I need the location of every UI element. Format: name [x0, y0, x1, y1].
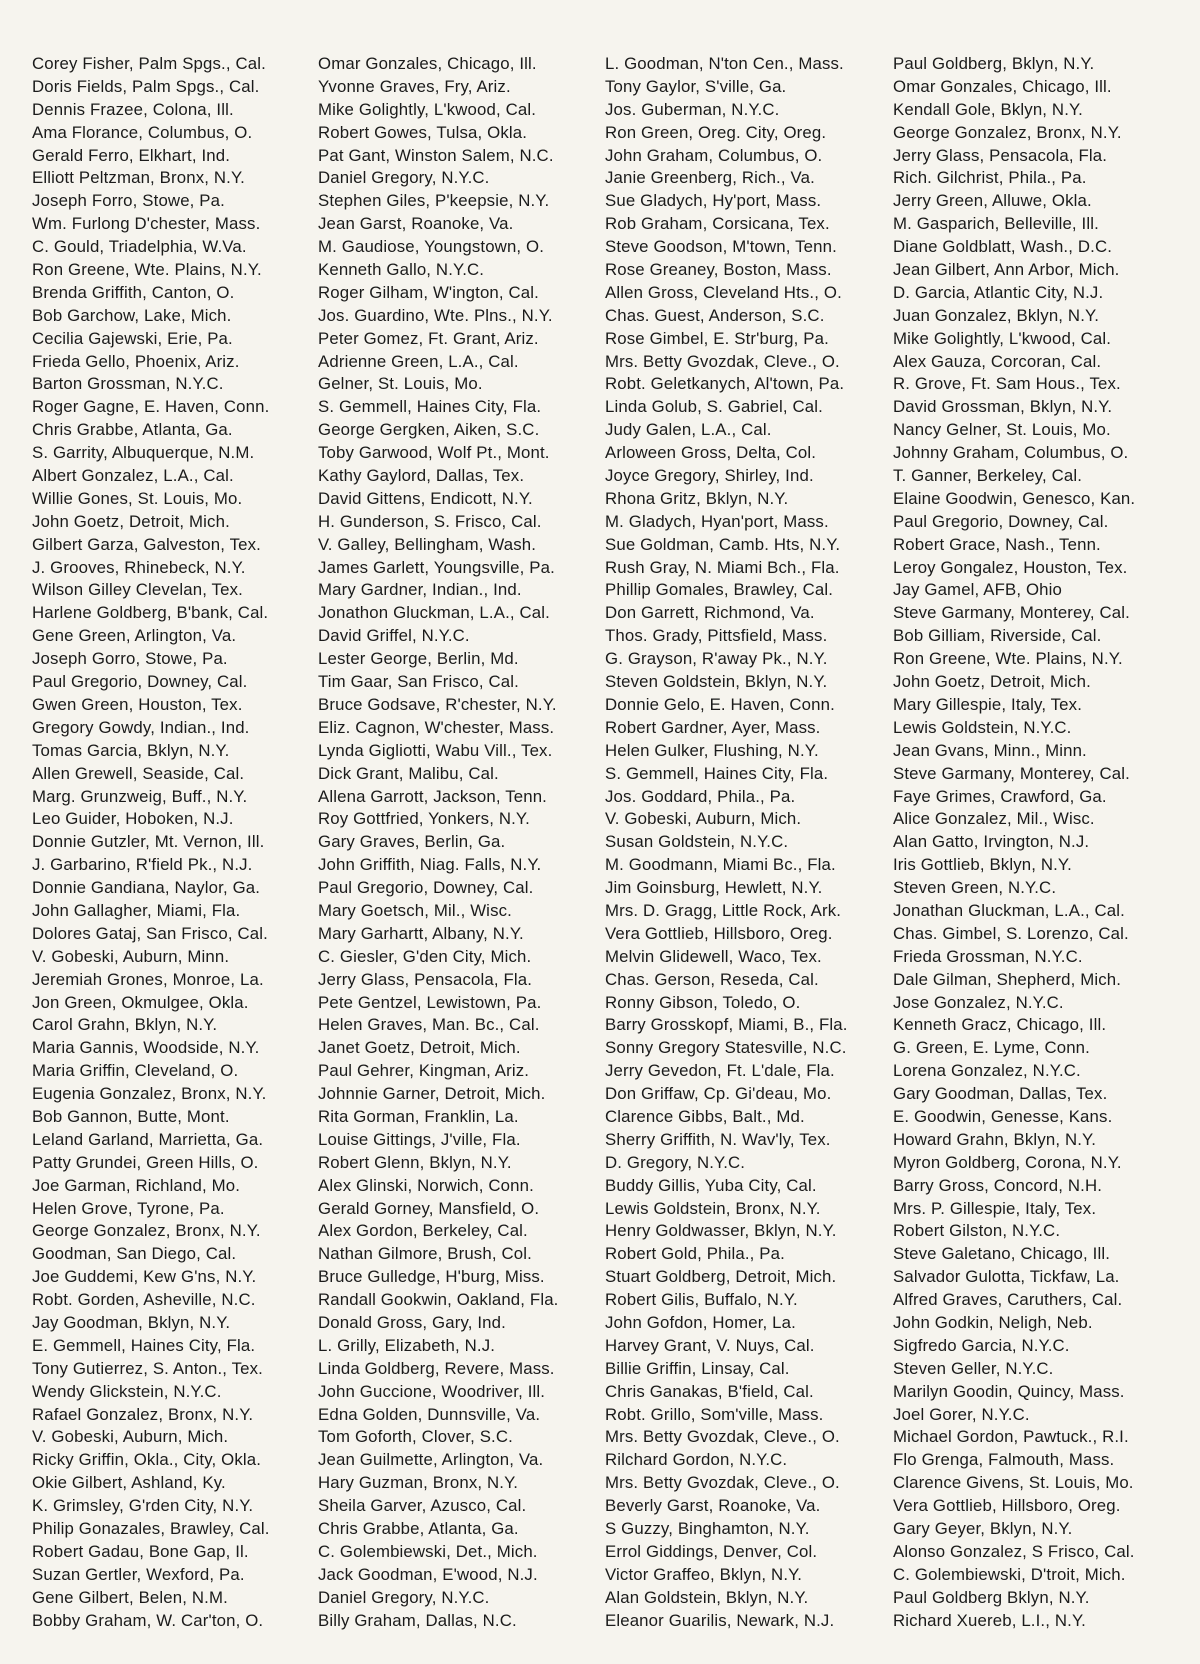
name-column-2 [318, 53, 603, 1632]
name-entry: Robert Gowes, Tulsa, Okla. [318, 122, 528, 142]
name-entry: T. Ganner, Berkeley, Cal. [893, 466, 1083, 486]
name-entry: Helen Graves, Man. Bc., Cal. [318, 1015, 540, 1035]
name-entry: Mrs. D. Gragg, Little Rock, Ark. [605, 900, 842, 920]
name-entry: M. Gladych, Hyan'port, Mass. [605, 511, 829, 531]
name-entry: Patty Grundei, Green Hills, O. [32, 1152, 259, 1172]
name-entry: Paul Goldberg Bklyn, N.Y. [893, 1587, 1090, 1607]
name-entry: Linda Golub, S. Gabriel, Cal. [605, 397, 823, 417]
name-entry: Bruce Godsave, R'chester, N.Y. [318, 694, 557, 714]
name-entry: Diane Goldblatt, Wash., D.C. [893, 237, 1113, 257]
name-entry: Barton Grossman, N.Y.C. [32, 374, 224, 394]
name-entry: Bob Garchow, Lake, Mich. [32, 305, 232, 325]
name-entry: Barry Grosskopf, Miami, B., Fla. [605, 1015, 848, 1035]
name-entry: Joe Garman, Richland, Mo. [32, 1175, 241, 1195]
name-entry: Joe Guddemi, Kew G'ns, N.Y. [32, 1267, 257, 1287]
name-entry: Richard Xuereb, L.I., N.Y. [893, 1610, 1086, 1630]
name-entry: Janet Goetz, Detroit, Mich. [318, 1038, 521, 1058]
name-entry: G. Green, E. Lyme, Conn. [893, 1038, 1090, 1058]
name-entry: Jerry Gevedon, Ft. L'dale, Fla. [605, 1061, 835, 1081]
name-entry: Lynda Gigliotti, Wabu Vill., Tex. [318, 740, 553, 760]
name-entry: Wendy Glickstein, N.Y.C. [32, 1381, 222, 1401]
name-entry: Melvin Glidewell, Waco, Tex. [605, 946, 822, 966]
name-entry: Mrs. Betty Gvozdak, Cleve., O. [605, 351, 840, 371]
name-entry: Ron Green, Oreg. City, Oreg. [605, 122, 827, 142]
name-entry: Joel Gorer, N.Y.C. [893, 1404, 1030, 1424]
name-entry: Frieda Grossman, N.Y.C. [893, 946, 1083, 966]
name-entry: Eliz. Cagnon, W'chester, Mass. [318, 717, 555, 737]
name-entry: Myron Goldberg, Corona, N.Y. [893, 1152, 1122, 1172]
name-entry: Robert Grace, Nash., Tenn. [893, 534, 1101, 554]
name-entry: Jose Gonzalez, N.Y.C. [893, 992, 1064, 1012]
name-entry: Peter Gomez, Ft. Grant, Ariz. [318, 328, 539, 348]
name-entry: Allena Garrott, Jackson, Tenn. [318, 786, 547, 806]
name-entry: Juan Gonzalez, Bklyn, N.Y. [893, 305, 1100, 325]
name-entry: Alonso Gonzalez, S Frisco, Cal. [893, 1541, 1135, 1561]
name-entry: Harlene Goldberg, B'bank, Cal. [32, 603, 269, 623]
name-entry: Corey Fisher, Palm Spgs., Cal. [32, 54, 266, 73]
name-entry: Michael Gordon, Pawtuck., R.I. [893, 1427, 1129, 1447]
name-entry: Jay Goodman, Bklyn, N.Y. [32, 1312, 231, 1332]
name-entry: V. Gobeski, Auburn, Minn. [32, 946, 230, 966]
name-entry: Ronny Gibson, Toledo, O. [605, 992, 801, 1012]
name-entry: Robert Glenn, Bklyn, N.Y. [318, 1152, 512, 1172]
name-entry: Jean Gvans, Minn., Minn. [893, 740, 1087, 760]
name-entry: Judy Galen, L.A., Cal. [605, 420, 772, 440]
name-entry: Roger Gagne, E. Haven, Conn. [32, 397, 270, 417]
name-entry: G. Grayson, R'away Pk., N.Y. [605, 649, 828, 669]
name-entry: Robert Gardner, Ayer, Mass. [605, 717, 821, 737]
name-entry: Gerald Ferro, Elkhart, Ind. [32, 145, 231, 165]
name-entry: Donnie Gandiana, Naylor, Ga. [32, 878, 261, 898]
name-entry: Carol Grahn, Bklyn, N.Y. [32, 1015, 218, 1035]
name-entry: Bob Gannon, Butte, Mont. [32, 1106, 230, 1126]
name-entry: Mary Gardner, Indian., Ind. [318, 580, 522, 600]
name-entry: Howard Grahn, Bklyn, N.Y. [893, 1129, 1097, 1149]
name-entry: Donnie Gelo, E. Haven, Conn. [605, 694, 835, 714]
name-entry: Paul Gregorio, Downey, Cal. [893, 511, 1109, 531]
name-entry: Kathy Gaylord, Dallas, Tex. [318, 466, 525, 486]
name-entry: Okie Gilbert, Ashland, Ky. [32, 1473, 226, 1493]
name-entry: Gary Geyer, Bklyn, N.Y. [893, 1519, 1073, 1538]
name-entry: Mary Garhartt, Albany, N.Y. [318, 923, 524, 943]
name-entry: Thos. Grady, Pittsfield, Mass. [605, 626, 828, 646]
name-entry: Phillip Gomales, Brawley, Cal. [605, 580, 834, 600]
name-entry: Alan Gatto, Irvington, N.J. [893, 832, 1090, 852]
name-entry: Gene Green, Arlington, Va. [32, 626, 237, 646]
name-entry: Bruce Gulledge, H'burg, Miss. [318, 1267, 545, 1287]
name-entry: Kenneth Gracz, Chicago, Ill. [893, 1015, 1107, 1035]
name-entry: Gelner, St. Louis, Mo. [318, 374, 483, 394]
name-entry: Tim Gaar, San Frisco, Cal. [318, 672, 519, 692]
name-entry: Victor Graffeo, Bklyn, N.Y. [605, 1564, 803, 1584]
name-entry: Joseph Forro, Stowe, Pa. [32, 191, 225, 211]
name-entry: Maria Griffin, Cleveland, O. [32, 1061, 239, 1081]
name-entry: C. Golembiewski, D'troit, Mich. [893, 1564, 1126, 1584]
name-entry: E. Gemmell, Haines City, Fla. [32, 1335, 256, 1355]
name-entry: Chas. Gerson, Reseda, Cal. [605, 969, 819, 989]
name-entry: Lewis Goldstein, Bronx, N.Y. [605, 1198, 821, 1218]
name-entry: Sonny Gregory Statesville, N.C. [605, 1038, 847, 1058]
name-entry: Don Garrett, Richmond, Va. [605, 603, 815, 623]
name-entry: Cecilia Gajewski, Erie, Pa. [32, 328, 233, 348]
name-entry: Joseph Gorro, Stowe, Pa. [32, 649, 228, 669]
name-entry: Kendall Gole, Bklyn, N.Y. [893, 99, 1083, 119]
name-entry: V. Gobeski, Auburn, Mich. [605, 809, 802, 829]
name-entry: Yvonne Graves, Fry, Ariz. [318, 76, 511, 96]
name-entry: Robert Gilis, Buffalo, N.Y. [605, 1290, 798, 1310]
name-entry: John Godkin, Neligh, Neb. [893, 1312, 1093, 1332]
name-entry: R. Grove, Ft. Sam Hous., Tex. [893, 374, 1121, 394]
name-entry: Rose Gimbel, E. Str'burg, Pa. [605, 328, 829, 348]
name-entry: Gene Gilbert, Belen, N.M. [32, 1587, 228, 1607]
name-entry: Willie Gones, St. Louis, Mo. [32, 488, 243, 508]
name-entry: Wilson Gilley Clevelan, Tex. [32, 580, 243, 600]
name-entry: Iris Gottlieb, Bklyn, N.Y. [893, 855, 1072, 875]
name-entry: Alex Gordon, Berkeley, Cal. [318, 1221, 528, 1241]
name-entry: Stuart Goldberg, Detroit, Mich. [605, 1267, 837, 1287]
name-entry: Alfred Graves, Caruthers, Cal. [893, 1290, 1123, 1310]
name-entry: D. Garcia, Atlantic City, N.J. [893, 282, 1104, 302]
name-entry: Jean Garst, Roanoke, Va. [318, 214, 514, 234]
name-entry: Johnnie Garner, Detroit, Mich. [318, 1084, 546, 1104]
name-entry: Sigfredo Garcia, N.Y.C. [893, 1335, 1070, 1355]
name-entry: Jonathan Gluckman, L.A., Cal. [893, 900, 1125, 920]
name-entry: S. Gemmell, Haines City, Fla. [605, 763, 829, 783]
name-entry: Jay Gamel, AFB, Ohio [893, 580, 1063, 600]
name-entry: Faye Grimes, Crawford, Ga. [893, 786, 1107, 806]
name-entry: Alice Gonzalez, Mil., Wisc. [893, 809, 1095, 829]
name-entry: Omar Gonzales, Chicago, Ill. [318, 54, 537, 73]
name-entry: Salvador Gulotta, Tickfaw, La. [893, 1267, 1120, 1287]
name-entry: Philip Gonazales, Brawley, Cal. [32, 1519, 270, 1538]
name-entry: Pete Gentzel, Lewistown, Pa. [318, 992, 542, 1012]
name-entry: Sue Goldman, Camb. Hts, N.Y. [605, 534, 841, 554]
name-entry: Sherry Griffith, N. Wav'ly, Tex. [605, 1129, 831, 1149]
name-entry: Lorena Gonzalez, N.Y.C. [893, 1061, 1081, 1081]
name-entry: Alan Goldstein, Bklyn, N.Y. [605, 1587, 809, 1607]
name-entry: Johnny Graham, Columbus, O. [893, 443, 1129, 463]
name-entry: Don Griffaw, Cp. Gi'deau, Mo. [605, 1084, 832, 1104]
name-entry: Rose Greaney, Boston, Mass. [605, 260, 832, 280]
name-entry: Errol Giddings, Denver, Col. [605, 1541, 818, 1561]
name-entry: Wm. Furlong D'chester, Mass. [32, 214, 261, 234]
name-entry: Kenneth Gallo, N.Y.C. [318, 260, 485, 280]
name-entry: James Garlett, Youngsville, Pa. [318, 557, 555, 577]
name-entry: Vera Gottlieb, Hillsboro, Oreg. [605, 923, 833, 943]
name-entry: Jim Goinsburg, Hewlett, N.Y. [605, 878, 823, 898]
name-entry: George Gonzalez, Bronx, N.Y. [893, 122, 1122, 142]
name-entry: Robert Gilston, N.Y.C. [893, 1221, 1061, 1241]
name-entry: Albert Gonzalez, L.A., Cal. [32, 466, 234, 486]
name-entry: Chris Grabbe, Atlanta, Ga. [32, 420, 233, 440]
name-entry: C. Golembiewski, Det., Mich. [318, 1541, 538, 1561]
name-entry: Rich. Gilchrist, Phila., Pa. [893, 168, 1087, 188]
name-entry: John Guccione, Woodriver, Ill. [318, 1381, 546, 1401]
name-entry: Lester George, Berlin, Md. [318, 649, 519, 669]
name-entry: Rafael Gonzalez, Bronx, N.Y. [32, 1404, 254, 1424]
name-entry: John Griffith, Niag. Falls, N.Y. [318, 855, 542, 875]
name-entry: Alex Gauza, Corcoran, Cal. [893, 351, 1102, 371]
name-entry: Toby Garwood, Wolf Pt., Mont. [318, 443, 550, 463]
name-entry: J. Grooves, Rhinebeck, N.Y. [32, 557, 246, 577]
name-entry: V. Gobeski, Auburn, Mich. [32, 1427, 229, 1447]
name-entry: Paul Gregorio, Downey, Cal. [32, 672, 248, 692]
name-entry: Hary Guzman, Bronx, N.Y. [318, 1473, 519, 1493]
name-entry: Ama Florance, Columbus, O. [32, 122, 253, 142]
name-entry: Flo Grenga, Falmouth, Mass. [893, 1450, 1115, 1470]
name-entry: Daniel Gregory, N.Y.C. [318, 168, 490, 188]
name-entry: E. Goodwin, Genesse, Kans. [893, 1106, 1113, 1126]
name-entry: Randall Gookwin, Oakland, Fla. [318, 1290, 559, 1310]
name-entry: Mary Goetsch, Mil., Wisc. [318, 900, 512, 920]
name-entry: Jerry Green, Alluwe, Okla. [893, 191, 1092, 211]
name-entry: M. Goodmann, Miami Bc., Fla. [605, 855, 836, 875]
name-entry: Leo Guider, Hoboken, N.J. [32, 809, 234, 829]
name-column-4 [893, 53, 1178, 1632]
name-entry: Tom Goforth, Clover, S.C. [318, 1427, 513, 1447]
name-entry: Rhona Gritz, Bklyn, N.Y. [605, 488, 789, 508]
name-entry: Billy Graham, Dallas, N.C. [318, 1610, 517, 1630]
name-entry: Donald Gross, Gary, Ind. [318, 1312, 506, 1332]
name-entry: Ron Greene, Wte. Plains, N.Y. [893, 649, 1123, 669]
name-entry: Chris Ganakas, B'field, Cal. [605, 1381, 814, 1401]
name-entry: Roger Gilham, W'ington, Cal. [318, 282, 539, 302]
name-entry: Jonathon Gluckman, L.A., Cal. [318, 603, 550, 623]
name-column-3 [605, 53, 890, 1632]
name-entry: Jerry Glass, Pensacola, Fla. [318, 969, 533, 989]
name-entry: L. Grilly, Elizabeth, N.J. [318, 1335, 496, 1355]
name-entry: Paul Gehrer, Kingman, Ariz. [318, 1061, 530, 1081]
name-entry: Leland Garland, Marrietta, Ga. [32, 1129, 264, 1149]
name-entry: Donnie Gutzler, Mt. Vernon, Ill. [32, 832, 265, 852]
name-entry: K. Grimsley, G'rden City, N.Y. [32, 1496, 254, 1516]
name-entry: Frieda Gello, Phoenix, Ariz. [32, 351, 240, 371]
name-entry: Daniel Gregory, N.Y.C. [318, 1587, 490, 1607]
name-entry: Dolores Gataj, San Frisco, Cal. [32, 923, 268, 943]
name-entry: Chris Grabbe, Atlanta, Ga. [318, 1519, 519, 1538]
name-entry: John Gofdon, Homer, La. [605, 1312, 796, 1332]
name-entry: V. Galley, Bellingham, Wash. [318, 534, 537, 554]
name-entry: Roy Gottfried, Yonkers, N.Y. [318, 809, 530, 829]
name-entry: Robt. Gorden, Asheville, N.C. [32, 1290, 256, 1310]
name-entry: Alex Glinski, Norwich, Conn. [318, 1175, 534, 1195]
name-entry: Paul Gregorio, Downey, Cal. [318, 878, 534, 898]
name-entry: Pat Gant, Winston Salem, N.C. [318, 145, 554, 165]
name-entry: Nathan Gilmore, Brush, Col. [318, 1244, 532, 1264]
name-entry: Robt. Grillo, Som'ville, Mass. [605, 1404, 824, 1424]
name-entry: Gilbert Garza, Galveston, Tex. [32, 534, 261, 554]
name-entry: Jean Guilmette, Arlington, Va. [318, 1450, 544, 1470]
name-entry: Gwen Green, Houston, Tex. [32, 694, 243, 714]
name-entry: George Gergken, Aiken, S.C. [318, 420, 540, 440]
name-entry: Jack Goodman, E'wood, N.J. [318, 1564, 538, 1584]
name-entry: Gregory Gowdy, Indian., Ind. [32, 717, 250, 737]
name-entry: Clarence Gibbs, Balt., Md. [605, 1106, 805, 1126]
name-entry: Robt. Geletkanych, Al'town, Pa. [605, 374, 845, 394]
name-entry: Mrs. Betty Gvozdak, Cleve., O. [605, 1473, 840, 1493]
name-entry: Beverly Garst, Roanoke, Va. [605, 1496, 821, 1516]
name-entry: Jon Green, Okmulgee, Okla. [32, 992, 249, 1012]
name-entry: Dick Grant, Malibu, Cal. [318, 763, 499, 783]
name-entry: Mrs. P. Gillespie, Italy, Tex. [893, 1198, 1097, 1218]
name-entry: Robert Gadau, Bone Gap, Il. [32, 1541, 249, 1561]
name-entry: David Griffel, N.Y.C. [318, 626, 470, 646]
name-entry: Eugenia Gonzalez, Bronx, N.Y. [32, 1084, 267, 1104]
name-entry: Steve Garmany, Monterey, Cal. [893, 603, 1130, 623]
name-entry: Tomas Garcia, Bklyn, N.Y. [32, 740, 230, 760]
name-entry: John Gallagher, Miami, Fla. [32, 900, 241, 920]
name-entry: Bobby Graham, W. Car'ton, O. [32, 1610, 264, 1630]
name-entry: S. Garrity, Albuquerque, N.M. [32, 443, 255, 463]
name-entry: Helen Gulker, Flushing, N.Y. [605, 740, 819, 760]
name-entry: Ron Greene, Wte. Plains, N.Y. [32, 260, 262, 280]
name-entry: Dennis Frazee, Colona, Ill. [32, 99, 234, 119]
name-entry: Edna Golden, Dunnsville, Va. [318, 1404, 541, 1424]
name-entry: Steve Goodson, M'town, Tenn. [605, 237, 837, 257]
name-column-1 [32, 53, 317, 1632]
name-entry: Marg. Grunzweig, Buff., N.Y. [32, 786, 248, 806]
name-entry: C. Gould, Triadelphia, W.Va. [32, 237, 247, 257]
name-entry: Steve Galetano, Chicago, Ill. [893, 1244, 1111, 1264]
name-entry: Gary Goodman, Dallas, Tex. [893, 1084, 1108, 1104]
name-entry: S Guzzy, Binghamton, N.Y. [605, 1519, 810, 1538]
name-entry: Susan Goldstein, N.Y.C. [605, 832, 789, 852]
name-entry: J. Garbarino, R'field Pk., N.J. [32, 855, 253, 875]
name-entry: Tony Gaylor, S'ville, Ga. [605, 76, 787, 96]
name-entry: Marilyn Goodin, Quincy, Mass. [893, 1381, 1125, 1401]
name-entry: Sue Gladych, Hy'port, Mass. [605, 191, 822, 211]
name-entry: Elaine Goodwin, Genesco, Kan. [893, 488, 1136, 508]
name-entry: Jos. Goddard, Phila., Pa. [605, 786, 796, 806]
name-entry: Linda Goldberg, Revere, Mass. [318, 1358, 555, 1378]
name-entry: Dale Gilman, Shepherd, Mich. [893, 969, 1122, 989]
name-entry: Allen Gross, Cleveland Hts., O. [605, 282, 842, 302]
name-entry: Mrs. Betty Gvozdak, Cleve., O. [605, 1427, 840, 1447]
name-entry: Jean Gilbert, Ann Arbor, Mich. [893, 260, 1120, 280]
name-entry: Rob Graham, Corsicana, Tex. [605, 214, 830, 234]
name-entry: Jos. Guardino, Wte. Plns., N.Y. [318, 305, 553, 325]
name-entry: Steve Garmany, Monterey, Cal. [893, 763, 1130, 783]
name-entry: S. Gemmell, Haines City, Fla. [318, 397, 542, 417]
name-entry: Leroy Gongalez, Houston, Tex. [893, 557, 1128, 577]
name-entry: M. Gasparich, Belleville, Ill. [893, 214, 1099, 234]
name-entry: Chas. Guest, Anderson, S.C. [605, 305, 825, 325]
name-entry: Mary Gillespie, Italy, Tex. [893, 694, 1083, 714]
name-entry: Lewis Goldstein, N.Y.C. [893, 717, 1072, 737]
name-entry: David Gittens, Endicott, N.Y. [318, 488, 533, 508]
name-entry: Tony Gutierrez, S. Anton., Tex. [32, 1358, 263, 1378]
name-entry: Steven Geller, N.Y.C. [893, 1358, 1054, 1378]
name-entry: Stephen Giles, P'keepsie, N.Y. [318, 191, 550, 211]
name-entry: Brenda Griffith, Canton, O. [32, 282, 235, 302]
name-entry: Jeremiah Grones, Monroe, La. [32, 969, 264, 989]
name-entry: Vera Gottlieb, Hillsboro, Oreg. [893, 1496, 1121, 1516]
name-entry: H. Gunderson, S. Frisco, Cal. [318, 511, 542, 531]
name-entry: David Grossman, Bklyn, N.Y. [893, 397, 1113, 417]
name-entry: L. Goodman, N'ton Cen., Mass. [605, 54, 844, 73]
name-entry: Rush Gray, N. Miami Bch., Fla. [605, 557, 840, 577]
name-entry: Mike Golightly, L'kwood, Cal. [893, 328, 1112, 348]
name-entry: Omar Gonzales, Chicago, Ill. [893, 76, 1112, 96]
name-entry: Bob Gilliam, Riverside, Cal. [893, 626, 1102, 646]
name-entry: John Goetz, Detroit, Mich. [32, 511, 230, 531]
name-entry: D. Gregory, N.Y.C. [605, 1152, 746, 1172]
name-entry: Helen Grove, Tyrone, Pa. [32, 1198, 225, 1218]
name-entry: Billie Griffin, Linsay, Cal. [605, 1358, 790, 1378]
name-entry: Clarence Givens, St. Louis, Mo. [893, 1473, 1134, 1493]
name-entry: John Graham, Columbus, O. [605, 145, 823, 165]
name-entry: M. Gaudiose, Youngstown, O. [318, 237, 545, 257]
name-entry: Harvey Grant, V. Nuys, Cal. [605, 1335, 815, 1355]
name-entry: Rita Gorman, Franklin, La. [318, 1106, 519, 1126]
name-entry: Janie Greenberg, Rich., Va. [605, 168, 815, 188]
name-entry: Maria Gannis, Woodside, N.Y. [32, 1038, 260, 1058]
name-entry: Paul Goldberg, Bklyn, N.Y. [893, 54, 1095, 73]
name-entry: Mike Golightly, L'kwood, Cal. [318, 99, 537, 119]
name-entry: Gary Graves, Berlin, Ga. [318, 832, 506, 852]
name-entry: Buddy Gillis, Yuba City, Cal. [605, 1175, 817, 1195]
name-entry: Allen Grewell, Seaside, Cal. [32, 763, 245, 783]
name-entry: Chas. Gimbel, S. Lorenzo, Cal. [893, 923, 1129, 943]
name-entry: Sheila Garver, Azusco, Cal. [318, 1496, 527, 1516]
name-entry: Steven Goldstein, Bklyn, N.Y. [605, 672, 828, 692]
name-entry: Suzan Gertler, Wexford, Pa. [32, 1564, 245, 1584]
name-entry: Eleanor Guarilis, Newark, N.J. [605, 1610, 835, 1630]
name-entry: Joyce Gregory, Shirley, Ind. [605, 466, 814, 486]
name-entry: Robert Gold, Phila., Pa. [605, 1244, 785, 1264]
name-entry: Elliott Peltzman, Bronx, N.Y. [32, 168, 245, 188]
name-entry: Doris Fields, Palm Spgs., Cal. [32, 76, 260, 96]
name-entry: Arloween Gross, Delta, Col. [605, 443, 817, 463]
name-entry: Goodman, San Diego, Cal. [32, 1244, 237, 1264]
name-entry: Louise Gittings, J'ville, Fla. [318, 1129, 521, 1149]
name-entry: Gerald Gorney, Mansfield, O. [318, 1198, 540, 1218]
name-entry: Jos. Guberman, N.Y.C. [605, 99, 780, 119]
name-entry: Adrienne Green, L.A., Cal. [318, 351, 519, 371]
name-entry: Rilchard Gordon, N.Y.C. [605, 1450, 788, 1470]
name-entry: Ricky Griffin, Okla., City, Okla. [32, 1450, 262, 1470]
name-entry: John Goetz, Detroit, Mich. [893, 672, 1091, 692]
name-entry: C. Giesler, G'den City, Mich. [318, 946, 532, 966]
name-entry: Barry Gross, Concord, N.H. [893, 1175, 1103, 1195]
name-entry: Henry Goldwasser, Bklyn, N.Y. [605, 1221, 837, 1241]
name-entry: Nancy Gelner, St. Louis, Mo. [893, 420, 1111, 440]
name-entry: George Gonzalez, Bronx, N.Y. [32, 1221, 261, 1241]
name-entry: Jerry Glass, Pensacola, Fla. [893, 145, 1108, 165]
name-entry: Steven Green, N.Y.C. [893, 878, 1057, 898]
